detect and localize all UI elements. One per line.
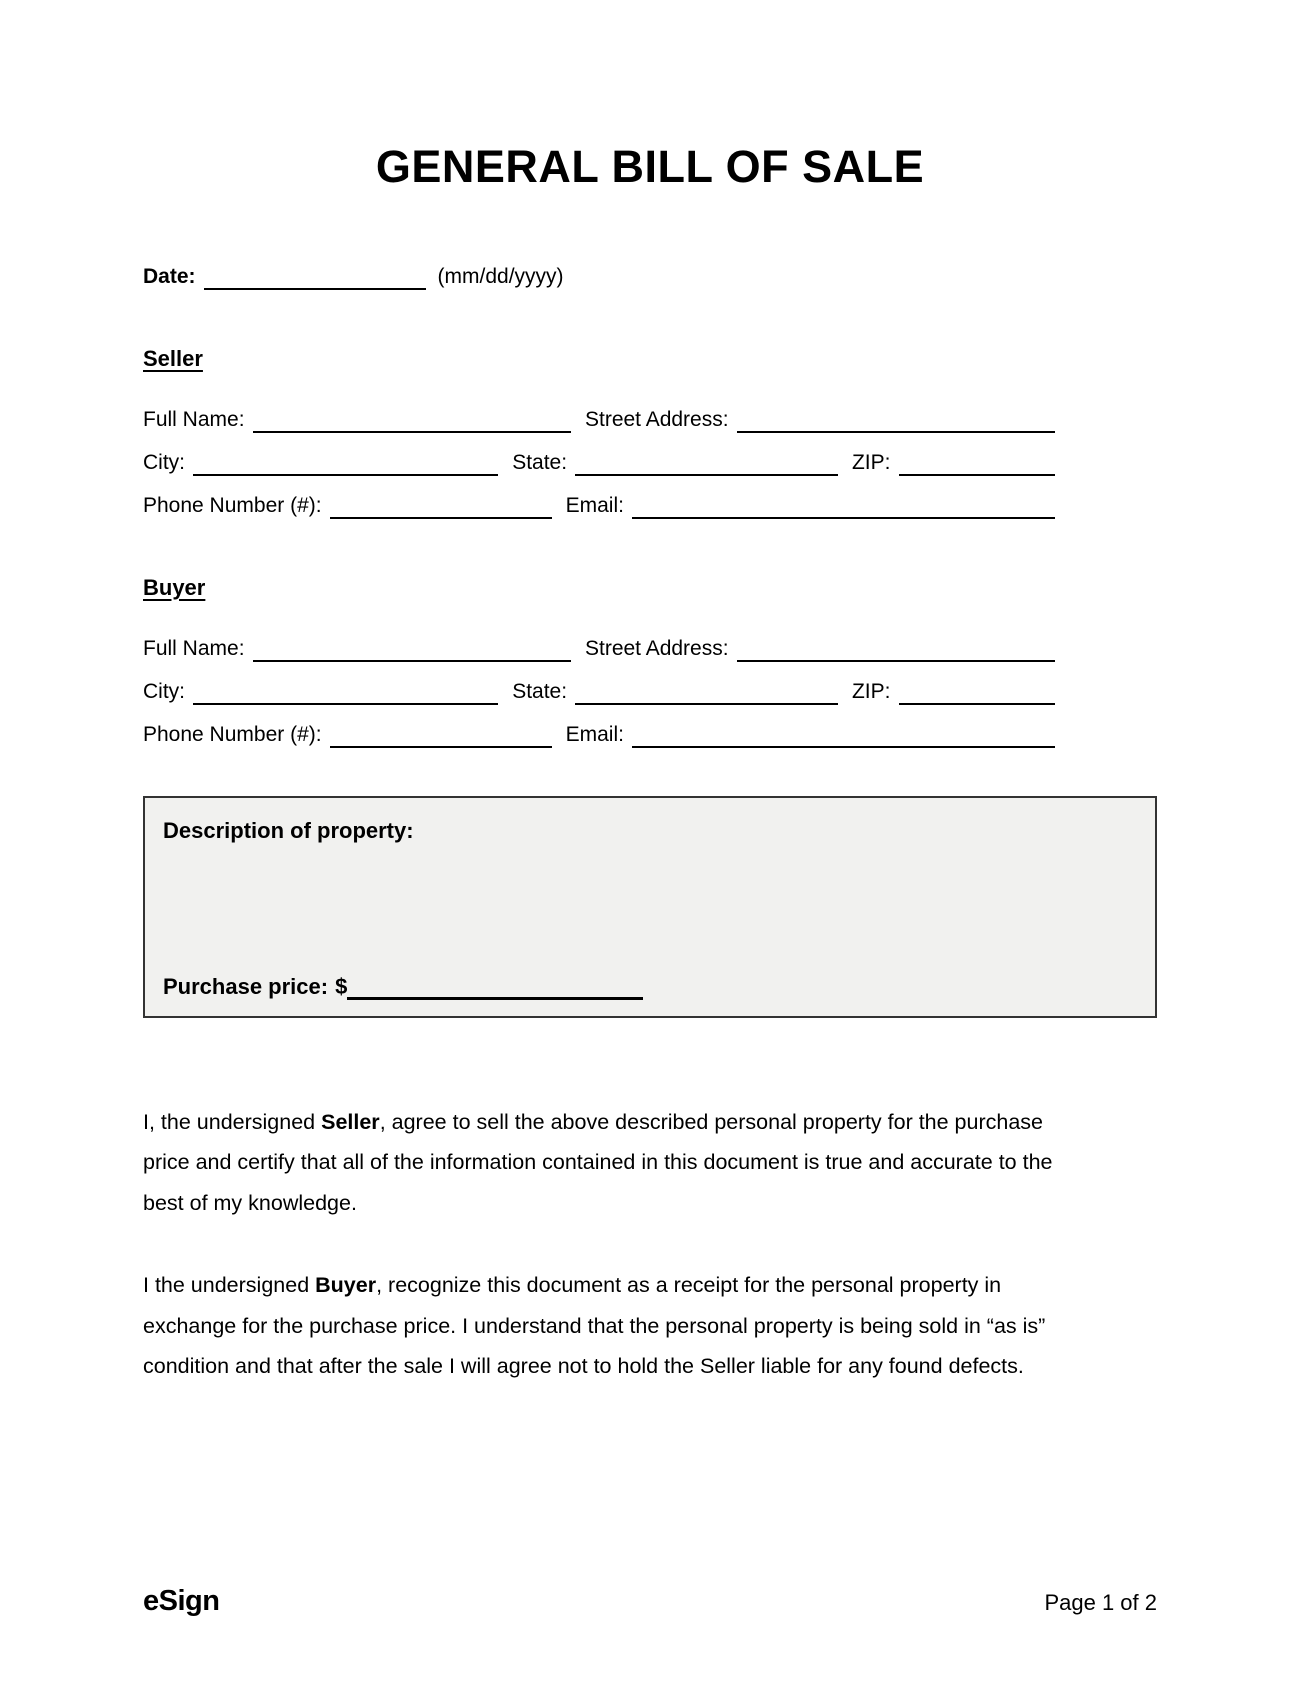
purchase-price-label: Purchase price: [163,973,329,999]
buyer-street-address-label: Street Address: [584,636,729,660]
buyer-email-field[interactable] [632,721,1055,748]
purchase-price-row [163,973,1137,1000]
property-description-box [143,796,1157,1018]
seller-full-name-label: Full Name: [143,407,245,431]
buyer-email-label: Email: [565,722,624,746]
seller-full-name-field[interactable] [253,406,571,433]
buyer-zip-label: ZIP: [851,679,891,703]
seller-state-label: State: [512,450,568,474]
page-footer [143,1585,1157,1618]
buyer-clause-pre: I the undersigned [143,1273,316,1298]
esign-logo: eSign [143,1585,220,1617]
seller-city-state-zip-row [143,449,1055,476]
buyer-agreement-paragraph [143,1265,1083,1387]
buyer-city-state-zip-row [143,678,1055,705]
seller-name-address-row [143,406,1055,433]
page-title: GENERAL BILL OF SALE [375,141,925,192]
buyer-phone-label: Phone Number (#): [143,722,322,746]
buyer-state-label: State: [512,679,568,703]
seller-zip-label: ZIP: [851,450,891,474]
seller-city-field[interactable] [193,449,498,476]
date-field[interactable] [204,263,426,290]
buyer-city-label: City: [143,679,185,703]
buyer-zip-field[interactable] [899,678,1056,705]
seller-phone-field[interactable] [330,492,552,519]
seller-clause-term: Seller [321,1109,380,1134]
purchase-price-field[interactable] [347,973,643,1000]
currency-symbol: $ [335,973,348,999]
buyer-street-address-field[interactable] [737,635,1055,662]
buyer-city-field[interactable] [193,678,498,705]
buyer-clause-post: , recognize this document as a receipt for the personal property in exchange for the purchase price. I understand that the personal property is being sold in “as is” condition and that after the sale I will agree not to hold the Seller liable for any found defects. [143,1273,1046,1379]
seller-street-address-field[interactable] [737,406,1055,433]
date-label: Date: [143,264,196,288]
seller-clause-post: , agree to sell the above described personal property for the purchase price and certify that all of the information contained in this document is true and accurate to the best of my knowledge. [143,1109,1053,1215]
buyer-phone-field[interactable] [330,721,552,748]
seller-phone-label: Phone Number (#): [143,493,322,517]
buyer-name-address-row [143,635,1055,662]
seller-section-heading: Seller [143,345,203,371]
page-number: Page 1 of 2 [1044,1590,1157,1615]
seller-phone-email-row [143,492,1055,519]
description-of-property-field[interactable] [163,844,1137,973]
buyer-section-heading: Buyer [143,574,206,600]
buyer-full-name-field[interactable] [253,635,571,662]
seller-email-field[interactable] [632,492,1055,519]
seller-agreement-paragraph [143,1102,1083,1224]
seller-email-label: Email: [565,493,624,517]
seller-state-field[interactable] [575,449,838,476]
seller-zip-field[interactable] [899,449,1056,476]
seller-street-address-label: Street Address: [584,407,729,431]
buyer-phone-email-row [143,721,1055,748]
description-of-property-label: Description of property: [163,817,414,843]
buyer-full-name-label: Full Name: [143,636,245,660]
seller-clause-pre: I, the undersigned [143,1109,322,1134]
seller-city-label: City: [143,450,185,474]
date-format-hint: (mm/dd/yyyy) [437,264,564,288]
buyer-state-field[interactable] [575,678,838,705]
buyer-clause-term: Buyer [315,1273,377,1298]
date-row [143,263,1055,290]
document-body [143,0,1157,1408]
